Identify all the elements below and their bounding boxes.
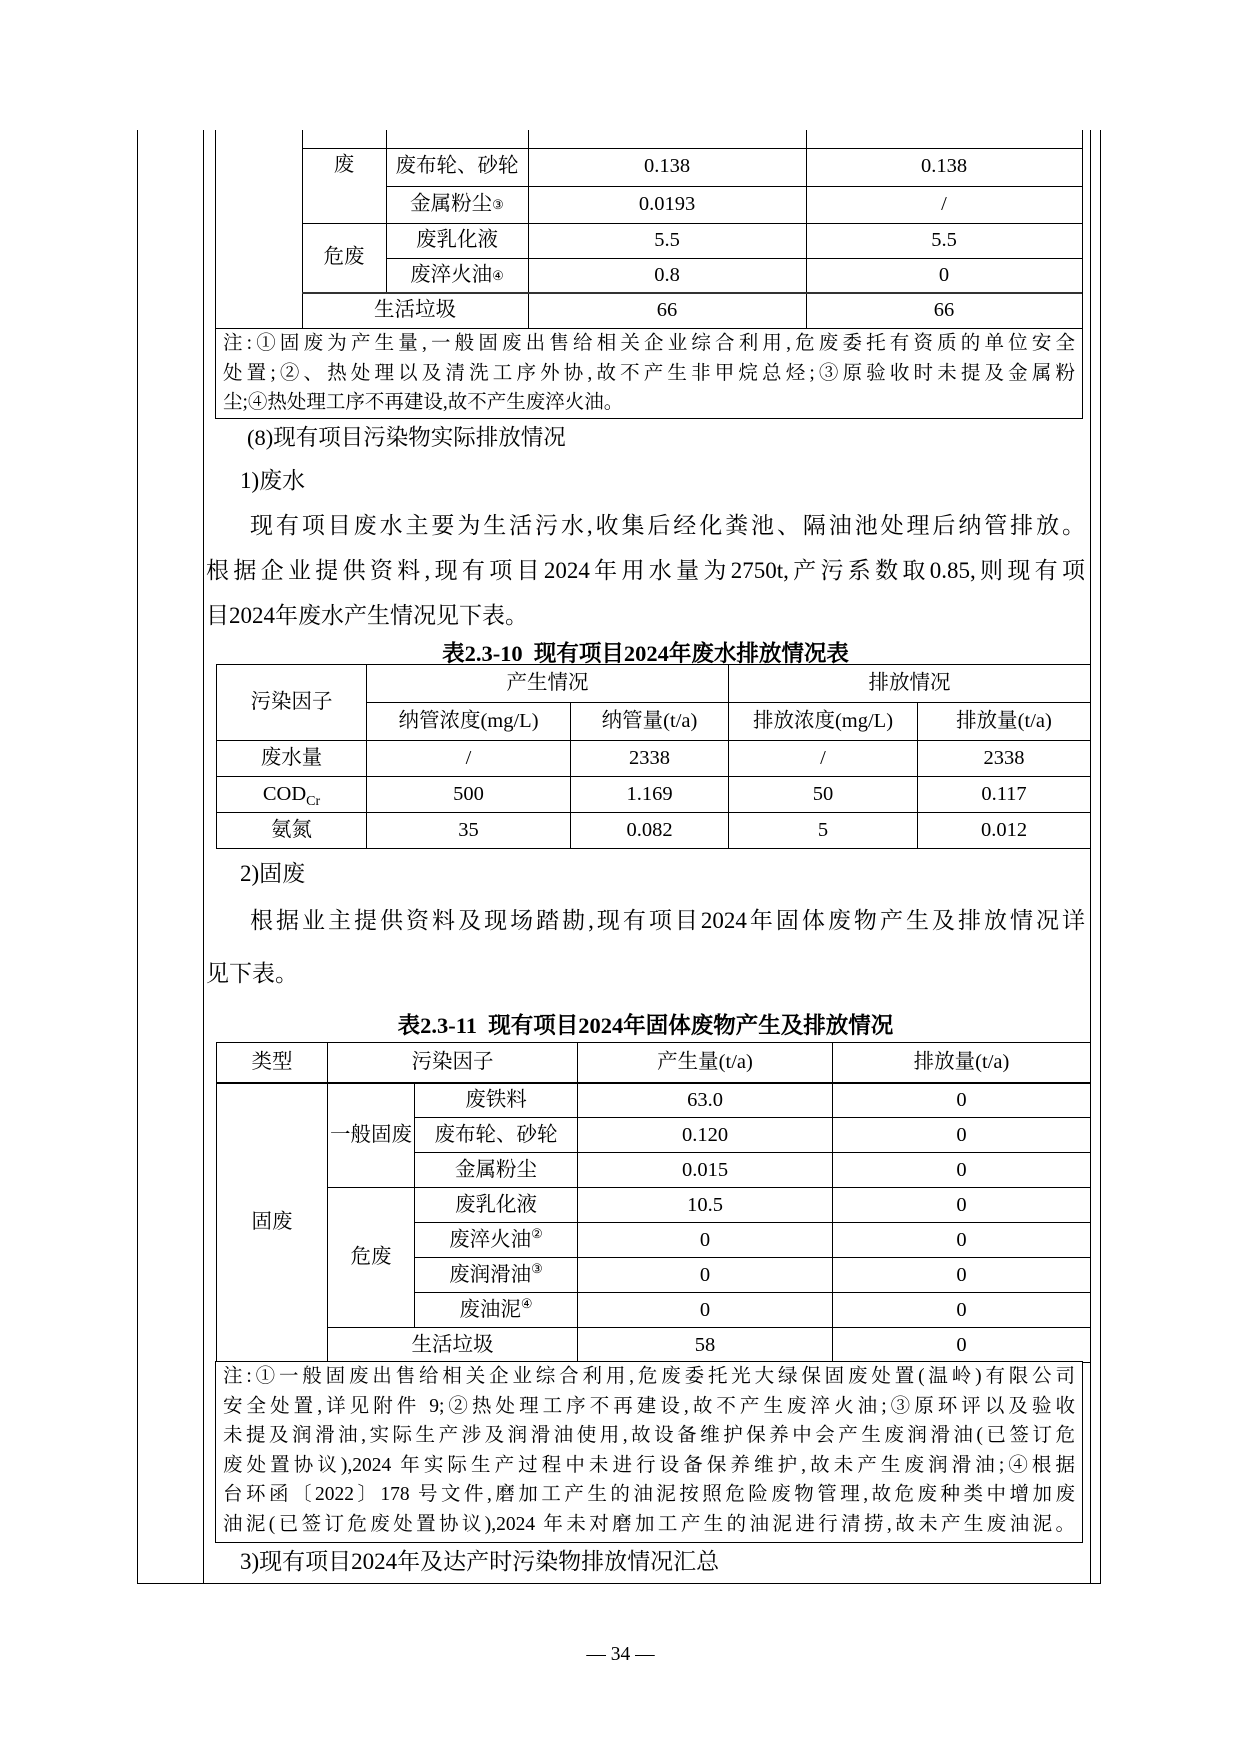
table-cell: 生活垃圾 — [328, 1328, 578, 1363]
table-cell: 63.0 — [578, 1083, 833, 1118]
summary-heading: 3)现有项目2024年及达产时污染物排放情况汇总 — [240, 1549, 720, 1574]
column-header: 排放量(t/a) — [918, 703, 1091, 741]
table-cell: / — [367, 741, 571, 777]
table-cell: 0 — [833, 1188, 1091, 1223]
table-cell: 0 — [578, 1223, 833, 1258]
table-cell: 0 — [833, 1153, 1091, 1188]
column-header: 排放情况 — [729, 665, 1091, 703]
row-header-solid-waste: 固废 — [217, 1083, 328, 1363]
column-header: 产生情况 — [367, 665, 729, 703]
table-cell: 废铁料 — [415, 1083, 578, 1118]
table-cell: 0 — [833, 1118, 1091, 1153]
column-header: 排放浓度(mg/L) — [729, 703, 918, 741]
table-cell: 0.117 — [918, 777, 1091, 813]
table-cell: 0 — [578, 1258, 833, 1293]
circled-2-superscript: ② — [531, 1225, 543, 1241]
prev-table-cell-value: 0.138 — [643, 155, 691, 178]
prev-table-line — [215, 130, 216, 328]
table-cell: 废布轮、砂轮 — [415, 1118, 578, 1153]
wastewater-heading: 1)废水 — [240, 468, 306, 493]
prev-table-cell-factor: 废淬火油 ④ — [410, 263, 504, 286]
paragraph-line: 现有项目废水主要为生活污水,收集后经化粪池、隔油池处理后纳管排放。 — [250, 513, 1085, 538]
prev-table-cell-value: 66 — [656, 298, 678, 321]
paragraph-line: 见下表。 — [206, 961, 298, 986]
prev-table-cell-value: / — [941, 192, 947, 215]
table-cell: 0 — [578, 1293, 833, 1328]
table-cell: 0 — [833, 1258, 1091, 1293]
table-row — [217, 741, 1091, 777]
table-cell: 0 — [833, 1083, 1091, 1118]
column-header: 排放量(t/a) — [833, 1043, 1091, 1083]
table-cell: 废水量 — [217, 741, 367, 777]
table-cell: 1.169 — [571, 777, 729, 813]
table-cell: 0 — [833, 1293, 1091, 1328]
prev-table-cell-factor: 金属粉尘 ③ — [410, 192, 504, 215]
table-2-3-10 — [216, 664, 1091, 849]
note-line: 处置;②、热处理以及清洗工序外协,故不产生非甲烷总烃;③原验收时未提及金属粉 — [223, 362, 1075, 384]
table-cell: 50 — [729, 777, 918, 813]
table-cell: 0.120 — [578, 1118, 833, 1153]
table-row — [217, 1083, 1091, 1118]
row-header-general-waste: 一般固废 — [328, 1083, 415, 1188]
note-line: 尘;④热处理工序不再建设,故不产生废淬火油。 — [223, 392, 624, 413]
table-row — [217, 1188, 1091, 1223]
page-number: — 34 — — [586, 1644, 655, 1665]
table-cell: 0 — [833, 1223, 1091, 1258]
prev-table-cell-value: 5.5 — [931, 228, 957, 251]
note-box-prev-table — [215, 328, 1083, 419]
prev-table-cell-value: 66 — [933, 298, 955, 321]
solid-waste-heading: 2)固废 — [240, 861, 306, 886]
paragraph-line: 根据业主提供资料及现场踏勘,现有项目2024年固体废物产生及排放情况详 — [250, 908, 1085, 933]
table-cell: / — [729, 741, 918, 777]
table-2-3-11 — [216, 1042, 1091, 1363]
column-header: 类型 — [217, 1043, 328, 1083]
table-row — [217, 777, 1091, 813]
note-line: 注:①一般固废出售给相关企业综合利用,危废委托光大绿保固废处置(温岭)有限公司 — [223, 1366, 1075, 1387]
prev-table-cell-value: 0.8 — [654, 263, 680, 286]
table-cell: 金属粉尘 — [415, 1153, 578, 1188]
paragraph-line: 目2024年废水产生情况见下表。 — [206, 603, 528, 628]
note-line: 注:①固废为产生量,一般固废出售给相关企业综合利用,危废委托有资质的单位安全 — [223, 333, 1075, 354]
table-2-3-10-title: 表2.3-10 现有项目2024年废水排放情况表 — [442, 641, 849, 666]
circled-4-superscript: ④ — [520, 1295, 533, 1311]
table-cell: 5 — [729, 813, 918, 849]
prev-table-cell-value: 5.5 — [654, 228, 680, 251]
page-frame-left-line — [137, 130, 138, 1583]
table-cell: 废乳化液 — [415, 1188, 578, 1223]
prev-table-cell-factor: 废乳化液 — [416, 228, 498, 251]
prev-table-cell-factor: 生活垃圾 — [374, 298, 456, 321]
column-header: 纳管量(t/a) — [571, 703, 729, 741]
row-header-hazardous-waste: 危废 — [328, 1188, 415, 1328]
table-cell: 0.082 — [571, 813, 729, 849]
table-cell: 2338 — [571, 741, 729, 777]
table-cell: 35 — [367, 813, 571, 849]
column-header: 纳管浓度(mg/L) — [367, 703, 571, 741]
paragraph-line: 根据企业提供资料,现有项目2024年用水量为2750t,产污系数取0.85,则现有项 — [206, 558, 1085, 583]
table-row — [217, 1328, 1091, 1363]
table-cell: $COD_{Cr}$ — [217, 777, 367, 813]
cr-subscript: Cr — [306, 794, 321, 810]
table-cell: 废润滑油③ — [415, 1258, 578, 1293]
table-cell: 0 — [833, 1328, 1091, 1363]
table-cell: 58 — [578, 1328, 833, 1363]
page-frame-right-line — [1100, 130, 1101, 1583]
prev-table-cell-value: 0 — [938, 263, 950, 286]
prev-table-cell-waste-type: 废 — [333, 154, 355, 176]
note-line: 废处置协议),2024 年实际生产过程中未进行设备保养维护,故未产生废润滑油;④根据 — [223, 1454, 1075, 1476]
table-cell: 500 — [367, 777, 571, 813]
table-cell: 0.012 — [918, 813, 1091, 849]
table-cell: 10.5 — [578, 1188, 833, 1223]
table-2-3-11-title: 表2.3-11 现有项目2024年固体废物产生及排放情况 — [397, 1013, 894, 1038]
note-box-table-2-3-11 — [215, 1361, 1083, 1543]
prev-table-cell-value: 0.138 — [920, 155, 968, 178]
column-header: 污染因子 — [328, 1043, 578, 1083]
circled-3-superscript: ③ — [531, 1260, 543, 1276]
table-cell: 2338 — [918, 741, 1091, 777]
section-8-heading: (8)现有项目污染物实际排放情况 — [247, 425, 566, 450]
column-header: 产生量(t/a) — [578, 1043, 833, 1083]
prev-table-cell-hazard-type: 危废 — [323, 245, 365, 268]
page-frame-divider-line — [203, 130, 204, 1583]
column-header: 污染因子 — [217, 665, 367, 741]
note-line: 安全处置,详见附件 9;②热处理工序不再建设,故不产生废淬火油;③原环评以及验收 — [223, 1395, 1075, 1417]
table-row — [217, 813, 1091, 849]
table-cell: 废淬火油② — [415, 1223, 578, 1258]
table-cell: 0.015 — [578, 1153, 833, 1188]
table-cell: 氨氮 — [217, 813, 367, 849]
prev-table-cell-value: 0.0193 — [638, 192, 696, 215]
prev-table-cell-factor: 废布轮、砂轮 — [395, 155, 519, 178]
note-line: 未提及润滑油,实际生产涉及润滑油使用,故设备维护保养中会产生废润滑油(已签订危 — [223, 1425, 1075, 1446]
page-frame-inner-right-line — [1090, 130, 1091, 1583]
note-line: 台环函〔2022〕178 号文件,磨加工产生的油泥按照危险废物管理,故危废种类中增加废 — [223, 1484, 1075, 1505]
prev-table-line — [1082, 130, 1083, 328]
table-cell: 废油泥④ — [415, 1293, 578, 1328]
page-frame-bottom-line — [137, 1583, 1101, 1584]
note-line: 油泥(已签订危废处置协议),2024 年未对磨加工产生的油泥进行清捞,故未产生废油泥。 — [223, 1513, 1075, 1535]
